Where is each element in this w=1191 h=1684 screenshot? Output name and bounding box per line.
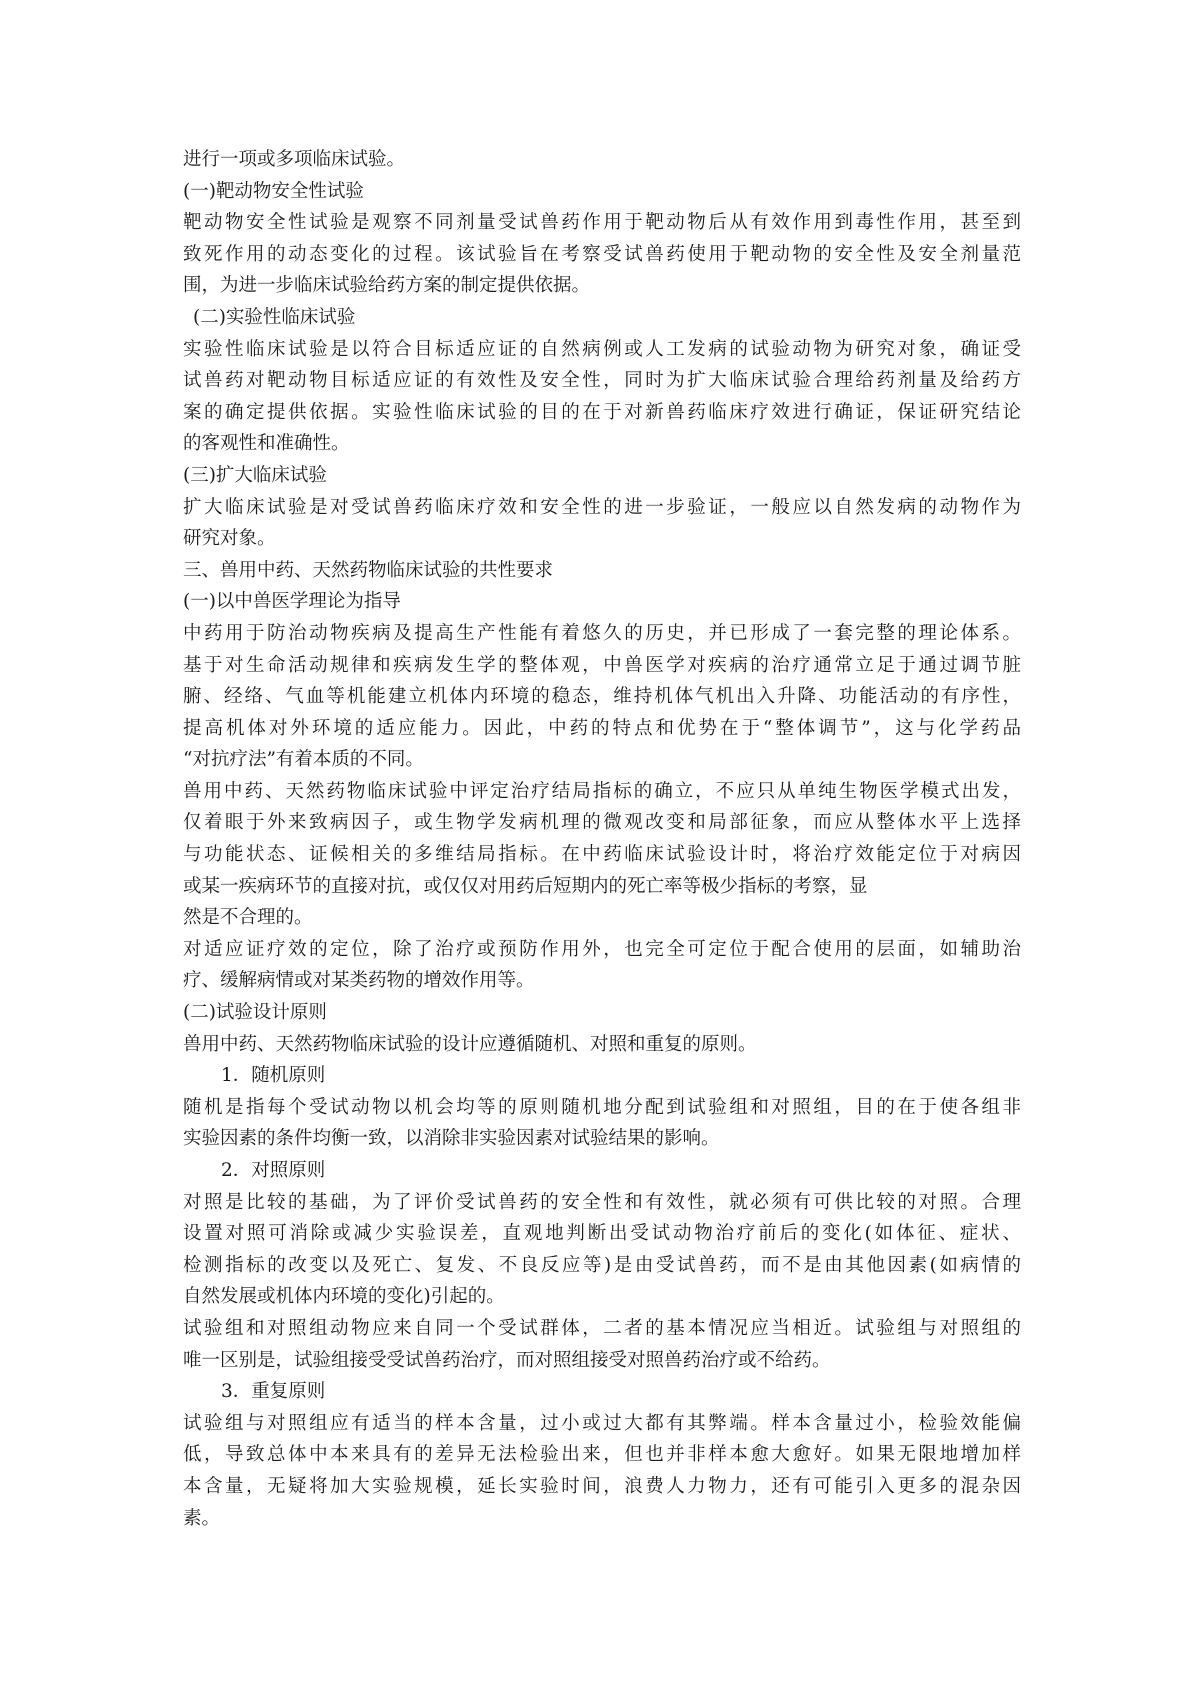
text-line: 试验组与对照组应有适当的样本含量，过小或过大都有其弊端。样本含量过小，检验效能偏 — [183, 1412, 1021, 1434]
text-line: 检测指标的改变以及死亡、复发、不良反应等)是由受试兽药，而不是由其他因素(如病情的 — [183, 1254, 1021, 1276]
text-line: 三、兽用中药、天然药物临床试验的共性要求 — [183, 559, 554, 581]
text-line: 中药用于防治动物疾病及提高生产性能有着悠久的历史，并已形成了一套完整的理论体系。 — [183, 622, 1021, 644]
text-line: 设置对照可消除或减少实验误差，直观地判断出受试动物治疗前后的变化(如体征、症状、 — [183, 1223, 1021, 1245]
text-line: 腑、经络、气血等机能建立机体内环境的稳态，维持机体气机出入升降、功能活动的有序性， — [183, 686, 1021, 708]
text-line: (一)靶动物安全性试验 — [183, 180, 364, 202]
text-line: 试验组和对照组动物应来自同一个受试群体，二者的基本情况应当相近。试验组与对照组的 — [183, 1317, 1021, 1339]
text-line: 试兽药对靶动物目标适应证的有效性及安全性，同时为扩大临床试验合理给药剂量及给药方 — [183, 370, 1021, 392]
text-line: 素。 — [183, 1507, 221, 1529]
text-line: (三)扩大临床试验 — [183, 464, 327, 486]
text-line: 对照是比较的基础，为了评价受试兽药的安全性和有效性，就必须有可供比较的对照。合理 — [183, 1191, 1021, 1213]
text-line: 提高机体对外环境的适应能力。因此，中药的特点和优势在于“整体调节”，这与化学药品 — [183, 717, 1021, 739]
text-line: 扩大临床试验是对受试兽药临床疗效和安全性的进一步验证，一般应以自然发病的动物作为 — [183, 496, 1021, 518]
text-line: 基于对生命活动规律和疾病发生学的整体观，中兽医学对疾病的治疗通常立足于通过调节脏 — [183, 654, 1021, 676]
text-line: 然是不合理的。 — [183, 907, 313, 929]
text-line: 案的确定提供依据。实验性临床试验的目的在于对新兽药临床疗效进行确证，保证研究结论 — [183, 401, 1021, 423]
text-line: 本含量，无疑将加大实验规模，延长实验时间，浪费人力物力，还有可能引入更多的混杂因 — [183, 1475, 1021, 1497]
document-body — [183, 144, 1021, 1534]
text-line: 或某一疾病环节的直接对抗，或仅仅对用药后短期内的死亡率等极少指标的考察，显 — [183, 875, 868, 897]
text-line: 兽用中药、天然药物临床试验中评定治疗结局指标的确立，不应只从单纯生物医学模式出发， — [183, 780, 1021, 802]
text-line: 仅着眼于外来致病因子，或生物学发病机理的微观改变和局部征象，而应从整体水平上选择 — [183, 812, 1021, 834]
text-line: 研究对象。 — [183, 528, 276, 550]
text-line: 随机是指每个受试动物以机会均等的原则随机地分配到试验组和对照组，目的在于使各组非 — [183, 1096, 1021, 1118]
text-line: 2．对照原则 — [221, 1160, 326, 1181]
text-line: 低，导致总体中本来具有的差异无法检验出来，但也并非样本愈大愈好。如果无限地增加样 — [183, 1444, 1021, 1466]
text-line: 疗、缓解病情或对某类药物的增效作用等。 — [183, 970, 535, 992]
text-line: 致死作用的动态变化的过程。该试验旨在考察受试兽药使用于靶动物的安全性及安全剂量范 — [183, 243, 1021, 265]
text-line: 实验因素的条件均衡一致，以消除非实验因素对试验结果的影响。 — [183, 1128, 720, 1150]
text-line: 唯一区别是，试验组接受受试兽药治疗，而对照组接受对照兽药治疗或不给药。 — [183, 1349, 831, 1371]
text-line: (二)试验设计原则 — [183, 1002, 327, 1024]
text-line: “对抗疗法”有着本质的不同。 — [183, 749, 424, 771]
text-line: 实验性临床试验是以符合目标适应证的自然病例或人工发病的试验动物为研究对象，确证受 — [183, 338, 1021, 360]
text-line: 的客观性和准确性。 — [183, 433, 350, 455]
text-line: (二)实验性临床试验 — [193, 306, 356, 328]
text-line: (一)以中兽医学理论为指导 — [183, 591, 401, 613]
text-line: 自然发展或机体内环境的变化)引起的。 — [183, 1286, 505, 1308]
text-line: 与功能状态、证候相关的多维结局指标。在中药临床试验设计时，将治疗效能定位于对病因 — [183, 844, 1021, 866]
text-line: 1．随机原则 — [221, 1065, 326, 1087]
text-line: 围，为进一步临床试验给药方案的制定提供依据。 — [183, 275, 591, 297]
text-line: 对适应证疗效的定位，除了治疗或预防作用外，也完全可定位于配合使用的层面，如辅助治 — [183, 938, 1021, 960]
text-line: 兽用中药、天然药物临床试验的设计应遵循随机、对照和重复的原则。 — [183, 1033, 757, 1055]
text-line: 进行一项或多项临床试验。 — [183, 149, 406, 170]
text-line: 3．重复原则 — [221, 1381, 326, 1403]
text-line: 靶动物安全性试验是观察不同剂量受试兽药作用于靶动物后从有效作用到毒性作用，甚至到 — [183, 212, 1021, 234]
